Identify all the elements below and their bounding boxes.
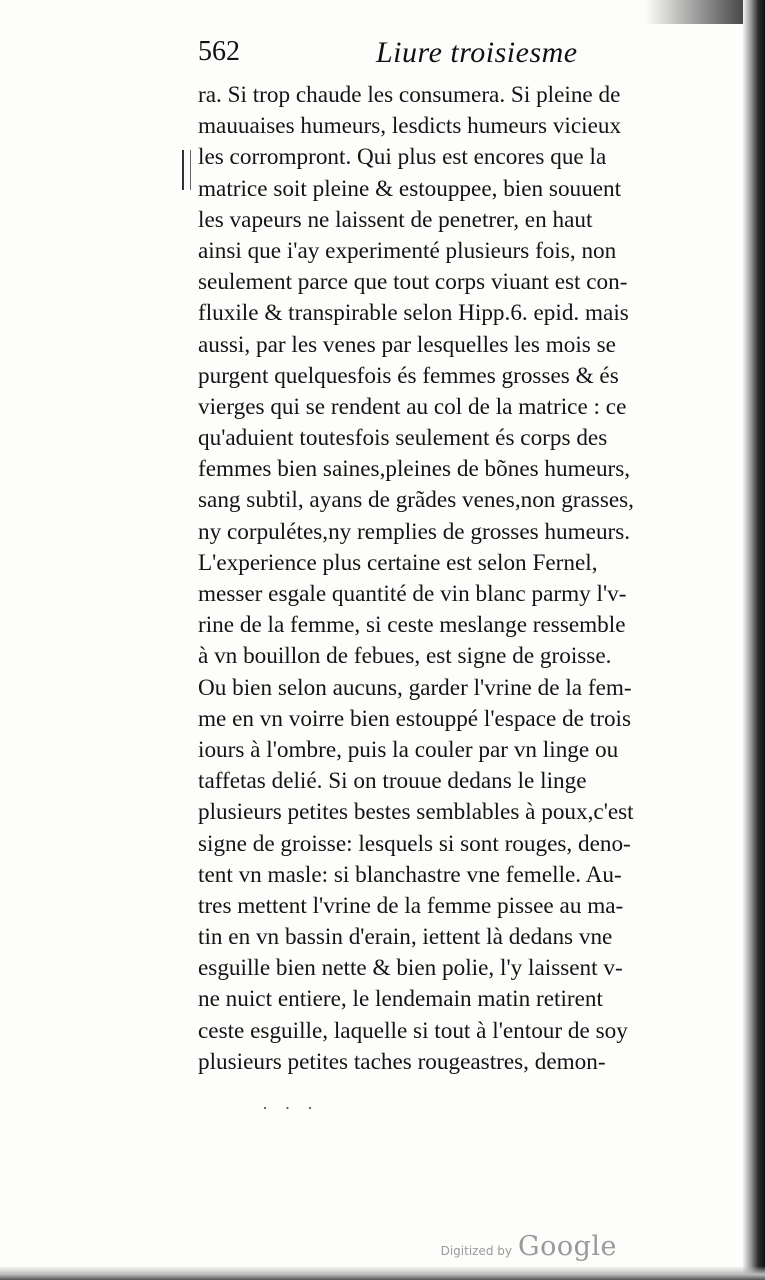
text-line: L'experience plus certaine est selon Fernel, <box>198 549 598 576</box>
page-edge-bottom <box>0 1266 765 1280</box>
text-line: seulement parce que tout corps viuant est con- <box>198 269 628 296</box>
text-line: Ou bien selon aucuns, garder l'vrine de la fem- <box>198 674 632 701</box>
text-line: matrice soit pleine & estouppee, bien souuent <box>198 175 622 202</box>
bottom-ornament: · · · <box>262 1098 319 1118</box>
text-line: aussi, par les venes par lesquelles les mois se <box>198 331 616 358</box>
text-line: ny corpulétes,ny remplies de grosses humeurs. <box>198 518 631 545</box>
page-number: 562 <box>198 36 240 67</box>
body-text <box>198 80 718 1078</box>
text-line: tin en vn bassin d'erain, iettent là dedans vne <box>198 924 613 951</box>
text-line: iours à l'ombre, puis la couler par vn linge ou <box>198 736 619 763</box>
text-line: les vapeurs ne laissent de penetrer, en haut <box>198 206 593 233</box>
text-line: à vn bouillon de febues, est signe de groisse. <box>198 643 612 670</box>
text-line: plusieurs petites taches rougeastres, demon- <box>198 1048 606 1075</box>
margin-mark <box>182 150 191 190</box>
text-line: taffetas delié. Si on trouue dedans le linge <box>198 768 587 795</box>
text-line: tent vn masle: si blanchastre vne femelle. Au- <box>198 861 622 888</box>
text-line: mauuaises humeurs, lesdicts humeurs vicieux <box>198 113 622 140</box>
text-line: rine de la femme, si ceste meslange ressemble <box>198 612 626 639</box>
text-line: purgent quelquesfois és femmes grosses & és <box>198 362 619 389</box>
text-line: plusieurs petites bestes semblables à poux,c'est <box>198 799 634 826</box>
running-title: Liure troisiesme <box>376 36 578 69</box>
text-line: les corrompront. Qui plus est encores que la <box>198 144 607 171</box>
page-edge-right <box>743 0 765 1280</box>
digitized-watermark <box>441 1231 617 1262</box>
text-line: qu'aduient toutesfois seulement és corps des <box>198 425 608 452</box>
text-line: ne nuict entiere, le lendemain matin retirent <box>198 986 603 1013</box>
text-line: sang subtil, ayans de grãdes venes,non grasses, <box>198 487 634 514</box>
watermark-brand: Google <box>518 1231 617 1262</box>
text-line: ainsi que i'ay experimenté plusieurs fois, non <box>198 237 617 264</box>
text-line: femmes bien saines,pleines de bõnes humeurs, <box>198 456 631 483</box>
text-line: fluxile & transpirable selon Hipp.6. epid. mais <box>198 300 629 327</box>
text-line: esguille bien nette & bien polie, l'y laissent v- <box>198 955 623 982</box>
text-line: me en vn voirre bien estouppé l'espace de trois <box>198 705 631 732</box>
running-header <box>198 36 598 76</box>
text-line: ceste esguille, laquelle si tout à l'entour de soy <box>198 1017 628 1044</box>
text-line: tres mettent l'vrine de la femme pissee au ma- <box>198 892 624 919</box>
watermark-prefix: Digitized by <box>440 1244 513 1258</box>
text-line: vierges qui se rendent au col de la matrice : ce <box>198 393 627 420</box>
text-line: ra. Si trop chaude les consumera. Si pleine de <box>198 82 621 108</box>
text-line: signe de groisse: lesquels si sont rouges, deno- <box>198 830 631 857</box>
text-line: messer esgale quantité de vin blanc parmy l'v- <box>198 581 627 607</box>
